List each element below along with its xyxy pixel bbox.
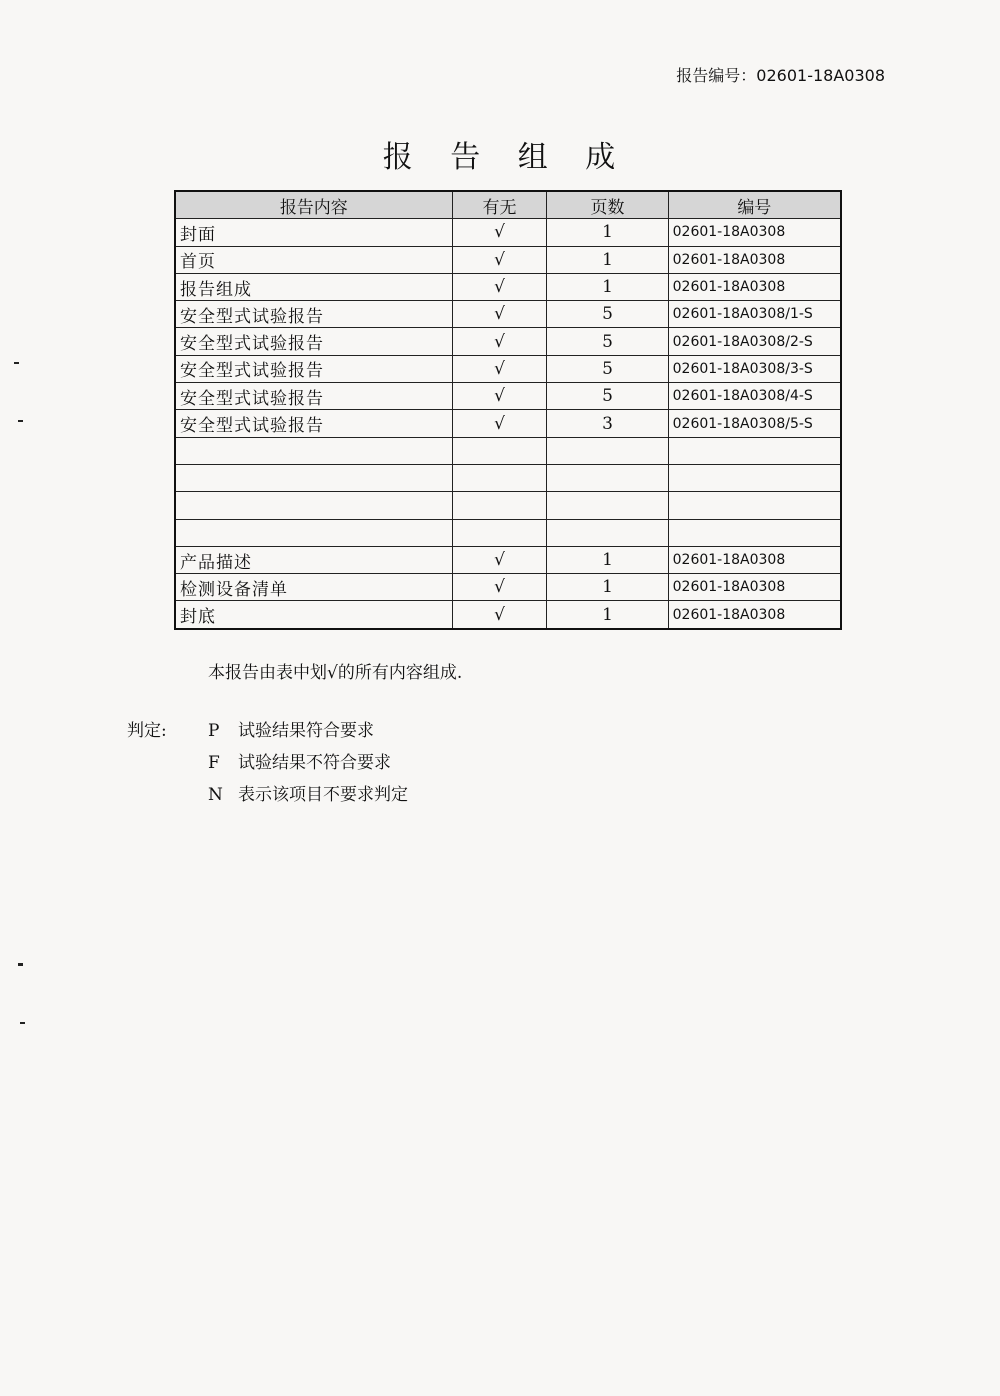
judgment-item-n (208, 780, 408, 805)
cell-number: 02601-18A0308 (668, 601, 841, 629)
table-row (175, 410, 841, 437)
cell-pages: 1 (547, 574, 668, 601)
cell-content (175, 519, 452, 546)
cell-content: 首页 (175, 246, 452, 273)
cell-present: √ (452, 410, 547, 437)
cell-pages (547, 519, 668, 546)
report-number: 报告编号：02601-18A0308 (676, 66, 885, 85)
cell-number: 02601-18A0308 (668, 546, 841, 573)
scan-mark (18, 420, 23, 422)
table-row (175, 437, 841, 464)
cell-pages (547, 437, 668, 464)
table-row (175, 383, 841, 410)
column-header-number: 编号 (668, 191, 841, 219)
cell-number: 02601-18A0308/1-S (668, 301, 841, 328)
cell-content (175, 437, 452, 464)
cell-number: 02601-18A0308/4-S (668, 383, 841, 410)
scan-mark (18, 963, 23, 966)
table-row (175, 301, 841, 328)
cell-pages (547, 492, 668, 519)
cell-pages: 1 (547, 273, 668, 300)
cell-number: 02601-18A0308 (668, 273, 841, 300)
cell-number: 02601-18A0308 (668, 574, 841, 601)
cell-content (175, 464, 452, 491)
cell-pages: 3 (547, 410, 668, 437)
cell-content: 产品描述 (175, 546, 452, 573)
column-header-pages: 页数 (547, 191, 668, 219)
judgment-text: 试验结果符合要求 (238, 721, 374, 741)
cell-number: 02601-18A0308 (668, 246, 841, 273)
cell-present (452, 437, 547, 464)
cell-pages: 1 (547, 601, 668, 629)
cell-present: √ (452, 601, 547, 629)
cell-content: 检测设备清单 (175, 574, 452, 601)
cell-content: 封面 (175, 219, 452, 246)
cell-content (175, 492, 452, 519)
cell-present: √ (452, 383, 547, 410)
cell-pages: 5 (547, 328, 668, 355)
table-row (175, 355, 841, 382)
cell-pages: 1 (547, 546, 668, 573)
table-row (175, 273, 841, 300)
judgment-text: 表示该项目不要求判定 (238, 785, 408, 805)
judgment-code: F (208, 753, 220, 773)
table-row (175, 546, 841, 573)
cell-present: √ (452, 574, 547, 601)
cell-present: √ (452, 246, 547, 273)
cell-present (452, 492, 547, 519)
judgment-label: 判定: (127, 721, 167, 741)
cell-present: √ (452, 355, 547, 382)
composition-table (174, 190, 842, 630)
page-title: 报 告 组 成 (382, 140, 630, 175)
judgment-code: P (208, 721, 220, 741)
cell-present: √ (452, 328, 547, 355)
cell-number (668, 464, 841, 491)
cell-content: 安全型式试验报告 (175, 328, 452, 355)
judgment-text: 试验结果不符合要求 (238, 753, 391, 773)
cell-content: 安全型式试验报告 (175, 383, 452, 410)
cell-pages: 1 (547, 219, 668, 246)
cell-pages: 1 (547, 246, 668, 273)
scan-mark (20, 1022, 25, 1024)
table-row (175, 601, 841, 629)
table-row (175, 328, 841, 355)
cell-number (668, 519, 841, 546)
cell-content: 安全型式试验报告 (175, 355, 452, 382)
cell-present: √ (452, 219, 547, 246)
cell-number (668, 437, 841, 464)
cell-present (452, 519, 547, 546)
cell-present: √ (452, 301, 547, 328)
cell-content: 封底 (175, 601, 452, 629)
cell-content: 安全型式试验报告 (175, 301, 452, 328)
table-row (175, 519, 841, 546)
cell-pages (547, 464, 668, 491)
judgment-code: N (208, 785, 223, 805)
cell-number: 02601-18A0308/5-S (668, 410, 841, 437)
cell-pages: 5 (547, 383, 668, 410)
table-row (175, 219, 841, 246)
cell-present: √ (452, 546, 547, 573)
cell-number (668, 492, 841, 519)
column-header-present: 有无 (452, 191, 547, 219)
cell-present (452, 464, 547, 491)
table-row (175, 464, 841, 491)
cell-number: 02601-18A0308 (668, 219, 841, 246)
cell-pages: 5 (547, 355, 668, 382)
table-row (175, 492, 841, 519)
table-row (175, 574, 841, 601)
judgment-item-f (208, 748, 391, 773)
judgment-item-p (208, 716, 374, 741)
cell-number: 02601-18A0308/3-S (668, 355, 841, 382)
cell-present: √ (452, 273, 547, 300)
column-header-content: 报告内容 (175, 191, 452, 219)
table-row (175, 246, 841, 273)
table-header-row (175, 191, 841, 219)
cell-pages: 5 (547, 301, 668, 328)
cell-content: 安全型式试验报告 (175, 410, 452, 437)
composition-note: 本报告由表中划√的所有内容组成. (208, 663, 463, 683)
cell-content: 报告组成 (175, 273, 452, 300)
scan-mark (14, 362, 19, 364)
cell-number: 02601-18A0308/2-S (668, 328, 841, 355)
